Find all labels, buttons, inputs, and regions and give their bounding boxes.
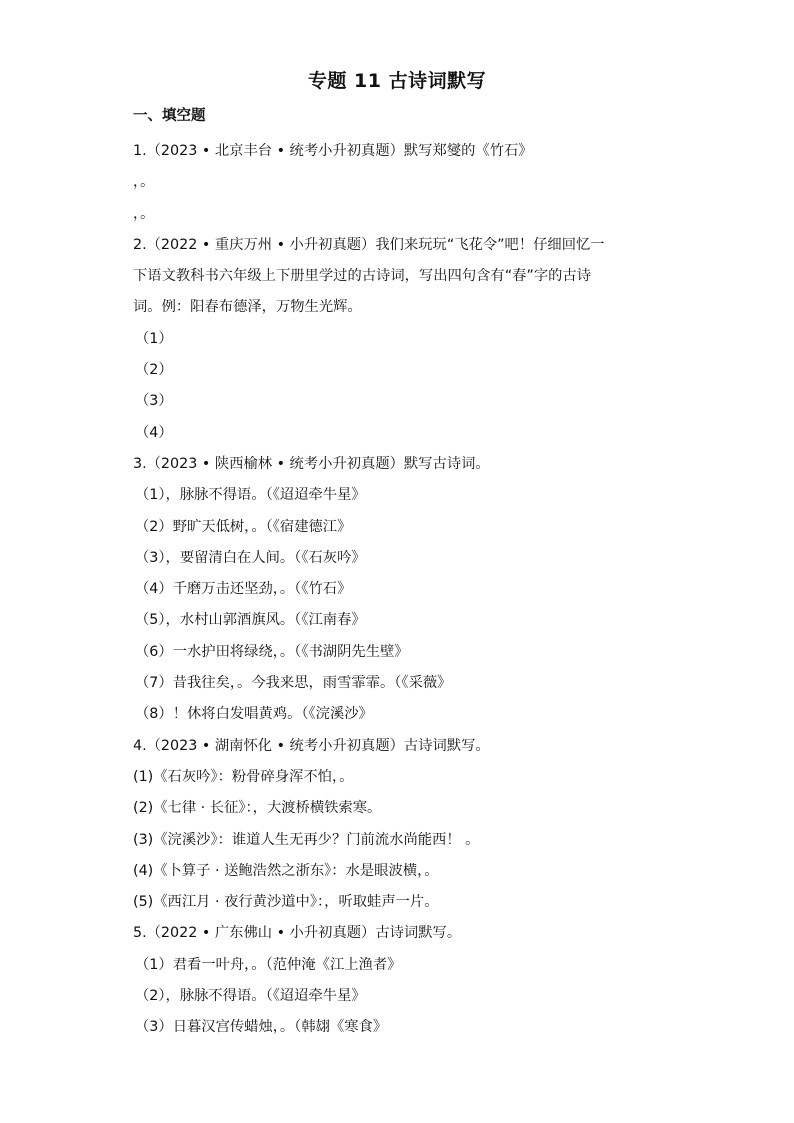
- q1-blank-2: ，。: [133, 205, 155, 222]
- q4-item-3: (3)《浣溪沙》：谁道人生无再少？门前流水尚能西！ 。: [133, 831, 480, 848]
- page-title: 专题 11 古诗词默写: [307, 70, 487, 92]
- q3-item-8: （8）！休将白发唱黄鸡。（《浣溪沙》: [135, 706, 373, 723]
- q3-item-4: （4）千磨万击还坚劲，。（《竹石》: [135, 581, 352, 598]
- q5-item-2: （2），脉脉不得语。（《迢迢牵牛星》: [135, 988, 366, 1005]
- q2-prompt-line-1: 2.（2022 • 重庆万州 • 小升初真题）我们来玩玩“飞花令”吧！仔细回忆一: [133, 236, 605, 253]
- q2-item-3: （3）: [135, 393, 173, 410]
- q5-item-1: （1）君看一叶舟，。（范仲淹《江上渔者》: [135, 956, 402, 973]
- q3-prompt: 3.（2023 • 陕西榆林 • 统考小升初真题）默写古诗词。: [133, 455, 490, 472]
- q4-item-4: (4)《卜算子 · 送鲍浩然之浙东》：水是眼波横，。: [133, 862, 439, 879]
- q5-item-3: （3）日暮汉宫传蜡烛，。（韩翃《寒食》: [135, 1019, 388, 1036]
- q4-prompt: 4.（2023 • 湖南怀化 • 统考小升初真题）古诗词默写。: [133, 737, 490, 754]
- q4-item-1: (1)《石灰吟》：粉骨碎身浑不怕，。: [133, 768, 354, 785]
- q1-blank-1: ，。: [133, 174, 155, 191]
- q3-item-3: （3），要留清白在人间。（《石灰吟》: [135, 549, 366, 566]
- q3-item-2: （2）野旷天低树，。（《宿建德江》: [135, 518, 352, 535]
- q2-item-4: （4）: [135, 424, 173, 441]
- q4-item-2: (2)《七律 · 长征》：，大渡桥横铁索寒。: [133, 800, 382, 817]
- q1-prompt: 1.（2023 • 北京丰台 • 统考小升初真题）默写郑燮的《竹石》: [133, 143, 533, 159]
- q2-item-1: （1）: [135, 330, 173, 347]
- q3-item-6: （6）一水护田将绿绕，。（《书湖阴先生壁》: [135, 643, 409, 660]
- q2-prompt-line-2: 下语文教科书六年级上下册里学过的古诗词，写出四句含有“春”字的古诗: [133, 268, 592, 285]
- section-heading: 一、填空题: [133, 108, 206, 124]
- q3-item-7: （7）昔我往矣，。今我来思，雨雪霏霏。（《采薇》: [135, 675, 452, 692]
- q3-item-1: （1），脉脉不得语。（《迢迢牵牛星》: [135, 487, 366, 504]
- question-list: [133, 136, 673, 1044]
- q5-prompt: 5.（2022 • 广东佛山 • 小升初真题）古诗词默写。: [133, 925, 462, 942]
- q4-item-5: (5)《西江月 · 夜行黄沙道中》：，听取蛙声一片。: [133, 894, 439, 911]
- q3-item-5: （5），水村山郭酒旗风。（《江南春》: [135, 612, 366, 629]
- q2-prompt-line-3: 词。例：阳春布德泽，万物生光辉。: [133, 299, 362, 316]
- q2-item-2: （2）: [135, 362, 173, 379]
